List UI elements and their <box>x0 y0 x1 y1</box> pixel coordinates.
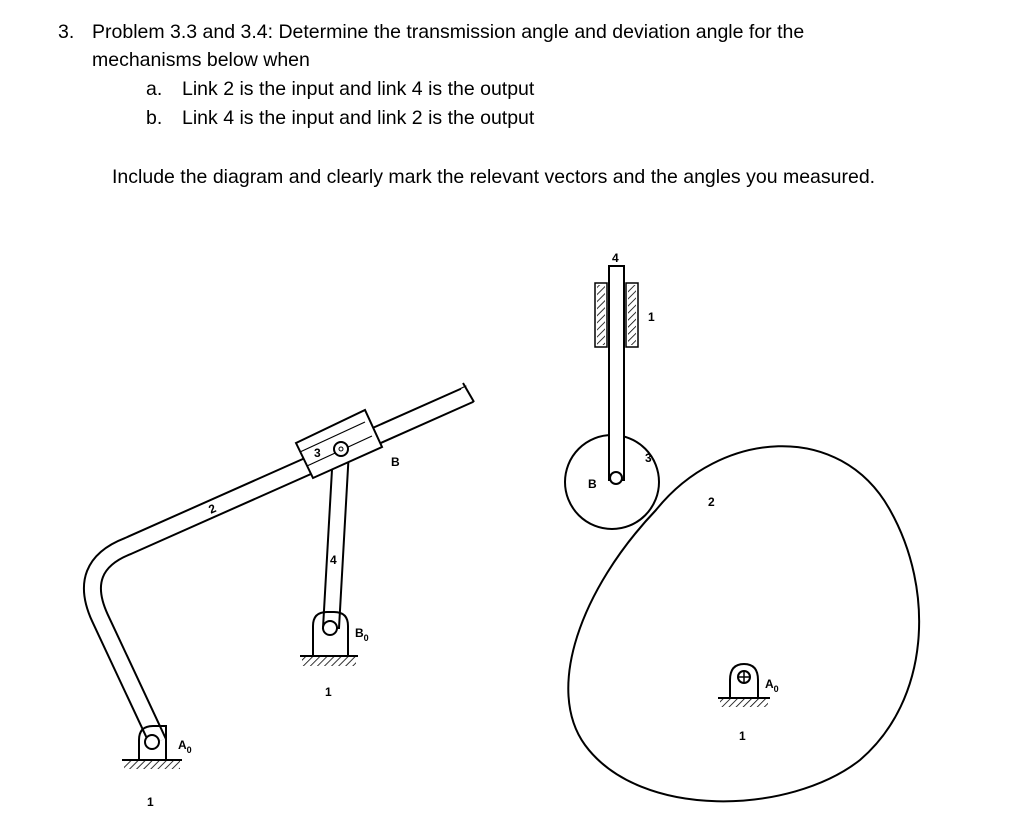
item-b-letter: b. <box>146 107 163 129</box>
label-link-3: 3 <box>645 451 652 465</box>
pivot-a0-pin <box>145 735 159 749</box>
label-point-b: B <box>588 477 597 491</box>
item-a-text: Link 2 is the input and link 4 is the output <box>182 78 535 100</box>
label-link-4: 4 <box>330 553 337 567</box>
instruction-text: Include the diagram and clearly mark the relevant vectors and the angles you measured. <box>112 166 876 188</box>
left-mechanism <box>92 383 474 809</box>
label-pivot-a0: $A_0$ <box>178 738 192 755</box>
label-link-3: 3 <box>314 446 321 460</box>
follower-link-4 <box>609 266 624 484</box>
label-link-2: 2 <box>206 501 219 517</box>
label-ground-top: 1 <box>648 310 655 324</box>
label-pivot-a0: $A_0$ <box>765 677 779 694</box>
label-link-4: 4 <box>612 251 619 265</box>
item-b-text: Link 4 is the input and link 2 is the output <box>182 107 535 129</box>
label-ground-bottom: 1 <box>739 729 746 743</box>
pivot-b0-pin <box>323 621 337 635</box>
right-mechanism <box>565 251 919 801</box>
label-ground-bottom: 1 <box>147 795 154 809</box>
problem-number: 3. <box>58 21 75 43</box>
label-pivot-b0: $B_0$ <box>355 626 369 643</box>
ground-b0 <box>300 612 358 666</box>
problem-title-line-1: Problem 3.3 and 3.4: Determine the transmission angle and deviation angle for the <box>92 21 805 43</box>
link-2-bar <box>92 383 474 742</box>
follower-pin-b <box>610 472 622 484</box>
link-4-bar <box>323 450 349 628</box>
problem-title-line-2: mechanisms below when <box>92 49 310 71</box>
label-link-2: 2 <box>708 495 715 509</box>
label-ground-mid: 1 <box>325 685 332 699</box>
item-a-letter: a. <box>146 78 163 100</box>
label-point-b: B <box>391 455 400 469</box>
